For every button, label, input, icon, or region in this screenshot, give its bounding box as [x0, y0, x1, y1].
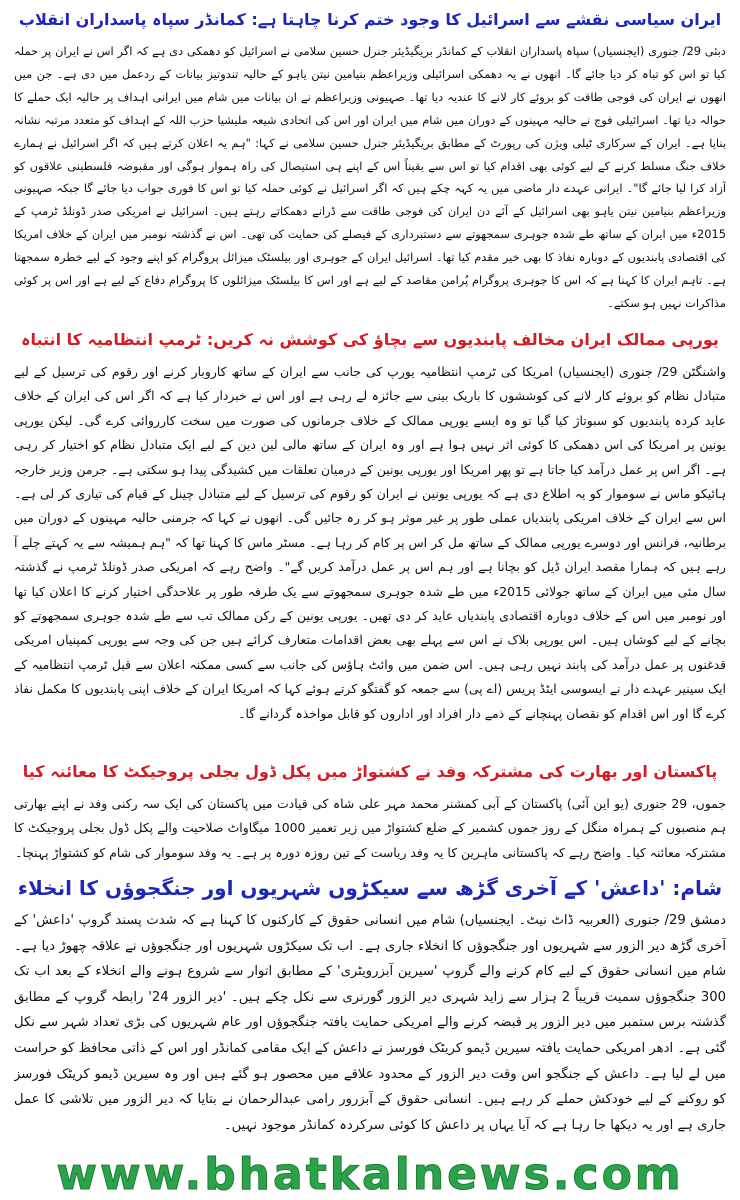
article-body: واشنگٹن 29/ جنوری (ایجنسیاں) امریکا کی ٹرمپ انتظامیہ یورپ کی جانب سے ایران کے ساتھ کاروبار کرنے اور رقوم کی ترسیل کے لیے متبادل نظام کو بروئے کار لانے کی کوششوں کا باریک بینی سے جائزہ لے رہی ہے اور اس نے خبردار کیا ہے کہ اگر اس کی ایران کے خلاف عاید کردہ پابندیوں کو سبوتاژ کیا گیا تو وہ ایسے یورپی ممالک کے خلاف جرمانوں کی صورت میں سخت کارروائی کرے گی۔ لیکن یورپی یونین پر امریکا کی اس دھمکی کا کوئی اثر نہیں ہوا ہے اور وہ ایران کے ساتھ مالی لین دین کے لیے ایک متبادل نظام کو اختیار کر رہی ہے۔ اگر اس پر عمل درآمد کیا جاتا ہے تو پھر امریکا اور یورپی یونین کے درمیان تعلقات میں کشیدگی پیدا ہو سکتی ہے۔ جرمن وزیر خارجہ ہائیکو ماس نے سوموار کو یہ اطلاع دی ہے کہ یورپی یونین نے ایران کو رقوم کی ترسیل کے لیے متبادل چینل کے قیام کی تیاری کر لی ہے۔ اس سے ایران کے خلاف امریکی پابندیاں عملی طور پر غیر موثر ہو کر رہ جائیں گی۔ انھوں نے کہا کہ جرمنی حالیہ مہینوں کے دوران میں برطانیہ، فرانس اور دوسرے یورپی ممالک کے ساتھ مل کر اس پر کام کر رہا ہے۔ مسٹر ماس کا کہنا تھا کہ "ہم ہمیشہ سے یہ کہتے چلے آ رہے ہیں کہ ہمارا مقصد ایران ڈیل کو بچانا ہے اور ہم اس پر عمل درآمد کریں گے"۔ واضح رہے کہ امریکی صدر ڈونلڈ ٹرمپ نے گذشتہ سال مئی میں ایران کے ساتھ جولائی 2015ء میں طے شدہ جوہری سمجھوتے سے یک طرفہ طور پر علاحدگی اختیار کرنے کا اعلان کیا تھا اور نومبر میں اس کے خلاف دوبارہ اقتصادی پابندیاں عاید کر دی تھیں۔ یورپی یونین کے رکن ممالک تب سے طے شدہ جوہری سمجھوتے کو بچانے کے لیے کوشاں ہیں۔ اس یورپی بلاک نے اس سے پہلے بھی بعض اقدامات متعارف کرائے ہیں جن کی وجہ سے یورپی کمپنیاں امریکی قدغنوں پر عمل درآمد کی پابند نہیں رہی ہیں۔ اس ضمن میں وائٹ ہاؤس کی جانب سے کسی ممکنہ اعلان سے قبل ٹرمپ انتظامیہ کے ایک سینیر عہدے دار نے ایسوسی ایٹڈ پریس (اے پی) سے جمعہ کو گفتگو کرتے ہوئے کہا کہ امریکا ایران کے خلاف اپنی پابندیوں کا مکمل نفاذ کرے گا اور اس اقدام کو نقصان پہنچانے کے ذمے دار افراد اور اداروں کو قابل مواخذہ گردانے گا۔	[14, 364, 726, 721]
article-body: دمشق 29/ جنوری (العربیہ ڈاٹ نیٹ۔ ایجنسیاں) شام میں انسانی حقوق کے کارکنوں کا کہنا ہے کہ شدت پسند گروپ 'داعش' کے آخری گڑھ دیر الزور سے شہریوں اور جنگجوؤں کا انخلاء جاری ہے۔ اب تک سیکڑوں شہریوں اور جنگجوؤں نے علاقہ چھوڑ دیا ہے۔ شام میں انسانی حقوق کے لیے کام کرنے والے گروپ 'سیرین آبزرویٹری' کے مطابق اتوار سے شروع ہونے والے انخلاء کے بعد اب تک 300 جنگجوؤں سمیت قریباً 2 ہزار سے زاید شہری دیر الزور گورنری سے نکل چکے ہیں۔ 'دیر الزور 24' رابطہ گروپ کے مطابق گذشتہ برس ستمبر میں دیر الزور پر قبضہ کرنے والے امریکی حمایت یافتہ جنگجوؤں اور عام شہریوں کی بڑی تعداد شہر سے نکل گئی ہے۔ ادھر امریکی حمایت یافتہ سیرین ڈیمو کریٹک فورسز نے داعش کے ایک مقامی کمانڈر اور اس کے ذاتی محافظ کو حراست میں لے لیا ہے۔ داعش کے جنگجو اس وقت دیر الزور کے محدود علاقے میں محصور ہو گئے ہیں اور وہ سیرین ڈیمو کریٹک فورسز کو روکنے کے لیے خودکش حملے کر رہے ہیں۔ انسانی حقوق کے آبزرور رامی عبدالرحمان نے بتایا کہ دیر الزور میں تلاشی کا عمل جاری ہے اور یہ دیکھا جا رہا ہے کہ آیا یہاں پر داعش کا کوئی سرکردہ کمانڈر موجود نہیں۔	[14, 913, 726, 1133]
article-syria-isis	[14, 870, 726, 1150]
article-headline: ایران سیاسی نقشے سے اسرائیل کا وجود ختم کرنا چاہتا ہے: کمانڈر سپاہ پاسداران انقلاب	[18, 10, 722, 29]
article-headline: پاکستان اور بھارت کی مشترکہ وفد نے کشتواڑ میں پکل ڈول بجلی پروجیکٹ کا معائنہ کیا	[22, 762, 718, 781]
article-headline: شام: 'داعش' کے آخری گڑھ سے سیکڑوں شہریوں اور جنگجوؤں کا انخلاء	[17, 876, 723, 900]
site-url-footer[interactable]: www.bhatkalnews.com	[0, 1152, 740, 1198]
article-body: جموں، 29 جنوری (یو این آئی) پاکستان کے آبی کمشنر محمد مہر علی شاہ کی قیادت میں پاکستان کی ایک سہ رکنی وفد نے اپنے بھارتی ہم منصبوں کے ہمراہ منگل کے روز جموں کشمیر کے ضلع کشتواڑ میں زیر تعمیر 1000 میگاواٹ صلاحیت والے پکل ڈول بجلی پروجیکٹ کا مشترکہ معائنہ کیا۔ واضح رہے کہ پاکستانی ماہرین کا یہ وفد ریاست کے تین روزہ دورہ پر ہے۔ یہ وفد سوموار کی شام کو کشتواڑ پہنچا۔	[14, 796, 726, 860]
article-iran-israel	[14, 2, 726, 318]
article-headline: یورپی ممالک ایران مخالف پابندیوں سے بچاؤ کی کوشش نہ کریں: ٹرمپ انتظامیہ کا انتباہ	[21, 330, 719, 349]
article-pakal-dul	[14, 754, 726, 866]
article-body: دبئی 29/ جنوری (ایجنسیاں) سپاہ پاسداران انقلاب کے کمانڈر بریگیڈیئر جنرل حسین سلامی نے اسرائیل کو دھمکی دی ہے کہ اگر اس نے ایران پر حملہ کیا تو اس کو تباہ کر دیا جائے گا۔ انھوں نے یہ دھمکی اسرائیلی وزیراعظم بنیامین نیتن یاہو کے حالیہ تندوتیز بیانات کے ردعمل میں دی ہے۔ جن میں انھوں نے ایران کی فوجی طاقت کو بروئے کار لانے کا عندیہ دیا تھا۔ صہیونی وزیراعظم نے ان بیانات میں شام میں ایرانی اہداف پر حالیہ ایک حملے کا حوالہ دیا تھا۔ اسرائیلی فوج نے حالیہ مہینوں کے دوران میں شام میں ایران اور اس کی اتحادی شیعہ ملیشیا حزب اللہ کے اہداف کو متعدد مرتبہ نشانہ بنایا ہے۔ ایران کے سرکاری ٹیلی ویژن کی رپورٹ کے مطابق بریگیڈیئر جنرل حسین سلامی نے کہا: "ہم یہ اعلان کرتے ہیں کہ اگر اسرائیل نے ہمارے خلاف جنگ مسلط کرنے کے لیے کوئی بھی اقدام کیا تو اس سے یقیناً اس کے اپنے ہی استیصال کی راہ ہموار ہوگی اور مقبوضہ فلسطینی علاقوں کو آزاد کرا لیا جائے گا"۔ ایرانی عہدے دار ماضی میں یہ کہہ چکے ہیں کہ اگر اسرائیل نے کوئی حملہ کیا تو اس کا فوری جواب دیا جائے گا جبکہ صہیونی وزیراعظم بنیامین نیتن یاہو بھی اسرائیل کے آئے دن ایران کی فوجی طاقت سے ڈرانے دھمکاتے رہتے ہیں۔ اسرائیل نے امریکی صدر ڈونلڈ ٹرمپ کے 2015ء میں ایران کے ساتھ طے شدہ جوہری سمجھوتے سے دستبرداری کے فیصلے کی حمایت کی تھی۔ اس نے گذشتہ نومبر میں ایران کے خلاف امریکا کی اقتصادی پابندیوں کے دوبارہ نفاذ کا بھی خیر مقدم کیا تھا۔ اسرائیل ایران کے جوہری اور بیلسٹک میزائل پروگرام کو اپنے وجود کے لیے خطرہ سمجھتا ہے۔ تاہم ایران کا کہنا ہے کہ اس کا جوہری پروگرام پُرامن مقاصد کے لیے ہے اور اس کا بیلسٹک میزائلوں کا پروگرام دفاع کے لیے ہے اور اس پر کوئی مذاکرات نہیں ہو سکتے۔	[14, 44, 726, 310]
article-europe-sanctions	[14, 322, 726, 732]
